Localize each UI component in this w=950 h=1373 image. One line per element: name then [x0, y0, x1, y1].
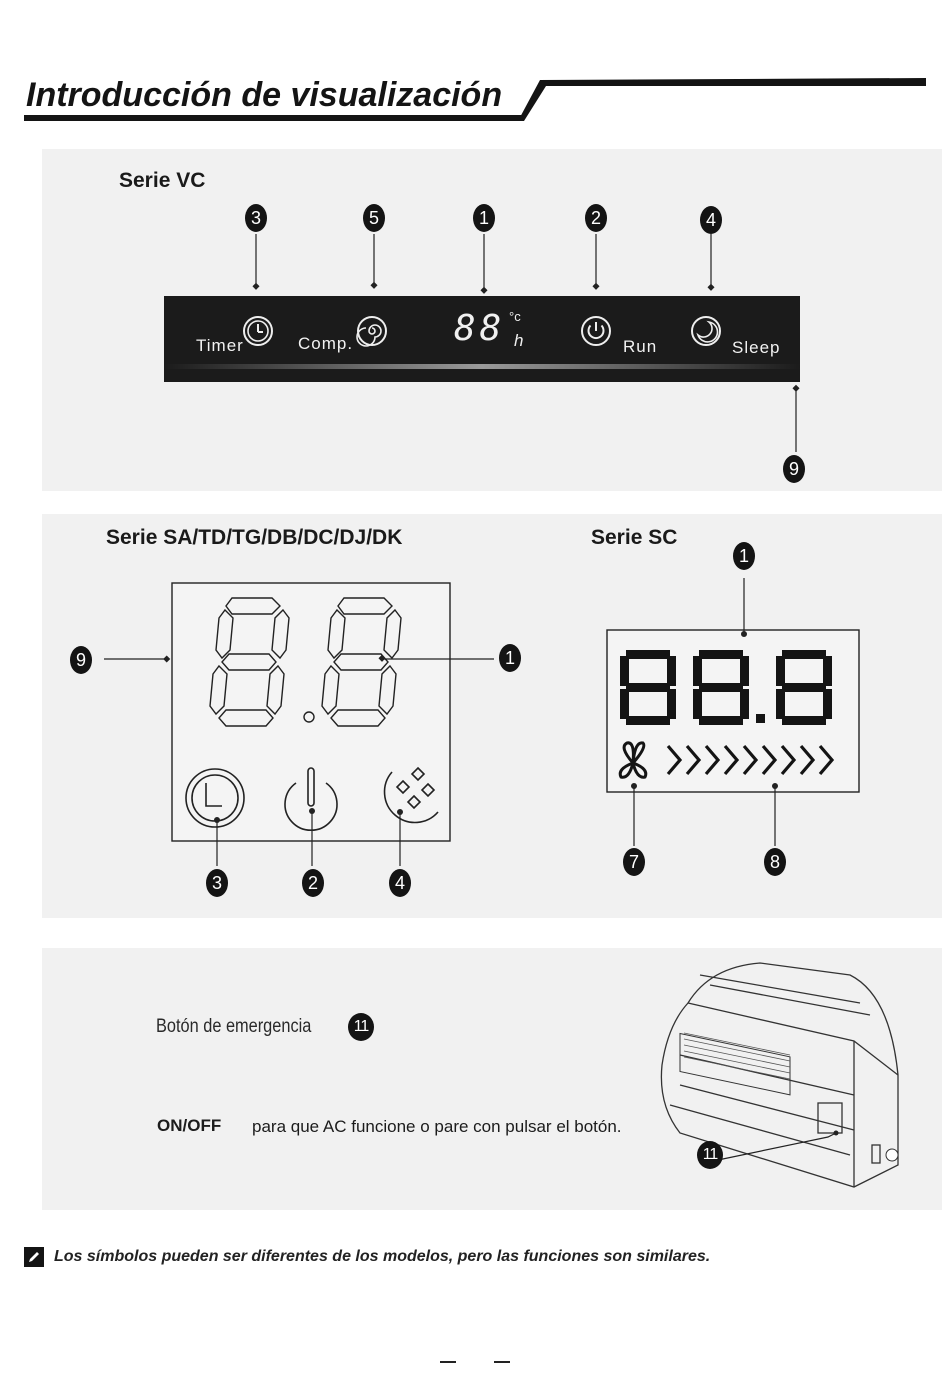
callout-badge-vc-4: 4 [700, 206, 722, 234]
page-mark-right [494, 1361, 510, 1363]
timer-label: Timer [196, 336, 244, 355]
callout-badge-unit-11: 11 [697, 1141, 723, 1169]
serie-vc-title: Serie VC [119, 169, 206, 192]
sleep-moon-icon[interactable] [689, 314, 723, 348]
ac-unit-illustration [640, 955, 910, 1200]
callout-badge-vc-1: 1 [473, 204, 495, 232]
callout-badge-sa-4: 4 [389, 869, 411, 897]
page-title: Introducción de visualización [26, 76, 503, 114]
callout-badge-sc-7: 7 [623, 848, 645, 876]
callout-badge-vc-3: 3 [245, 204, 267, 232]
footer-note: Los símbolos pueden ser diferentes de los modelos, pero las funciones son similares. [54, 1248, 711, 1265]
timer-icon[interactable] [241, 314, 275, 348]
callout-badge-emergency-11: 11 [348, 1013, 374, 1041]
callout-badge-sa-1: 1 [499, 644, 521, 672]
serie-sa-title: Serie SA/TD/TG/DB/DC/DJ/DK [106, 526, 403, 549]
page-mark-left [440, 1361, 456, 1363]
onoff-label: ON/OFF [157, 1116, 222, 1135]
note-pencil-icon [24, 1247, 44, 1267]
callout-badge-sa-3: 3 [206, 869, 228, 897]
sa-display-graphic [0, 500, 560, 920]
emergency-button-label: Botón de emergencia [156, 1016, 312, 1037]
comp-spiral-icon[interactable] [355, 314, 389, 348]
onoff-description: para que AC funcione o pare con pulsar el botón. [252, 1117, 622, 1136]
vc-callout-lines [0, 0, 950, 500]
sc-display-graphic [590, 520, 890, 900]
serie-sc-title: Serie SC [591, 526, 678, 549]
power-icon[interactable] [579, 314, 613, 348]
unit-hour: h [514, 331, 524, 350]
callout-badge-sc-8: 8 [764, 848, 786, 876]
callout-badge-vc-2: 2 [585, 204, 607, 232]
run-label: Run [623, 337, 658, 356]
callout-badge-sa-2: 2 [302, 869, 324, 897]
sleep-label: Sleep [732, 338, 781, 357]
callout-badge-sa-9: 9 [70, 646, 92, 674]
callout-badge-vc-9: 9 [783, 455, 805, 483]
vc-digit-display: 88 [454, 308, 506, 349]
callout-badge-vc-5: 5 [363, 204, 385, 232]
callout-badge-sc-1: 1 [733, 542, 755, 570]
unit-celsius: °c [509, 309, 521, 324]
comp-label: Comp. [298, 334, 354, 353]
